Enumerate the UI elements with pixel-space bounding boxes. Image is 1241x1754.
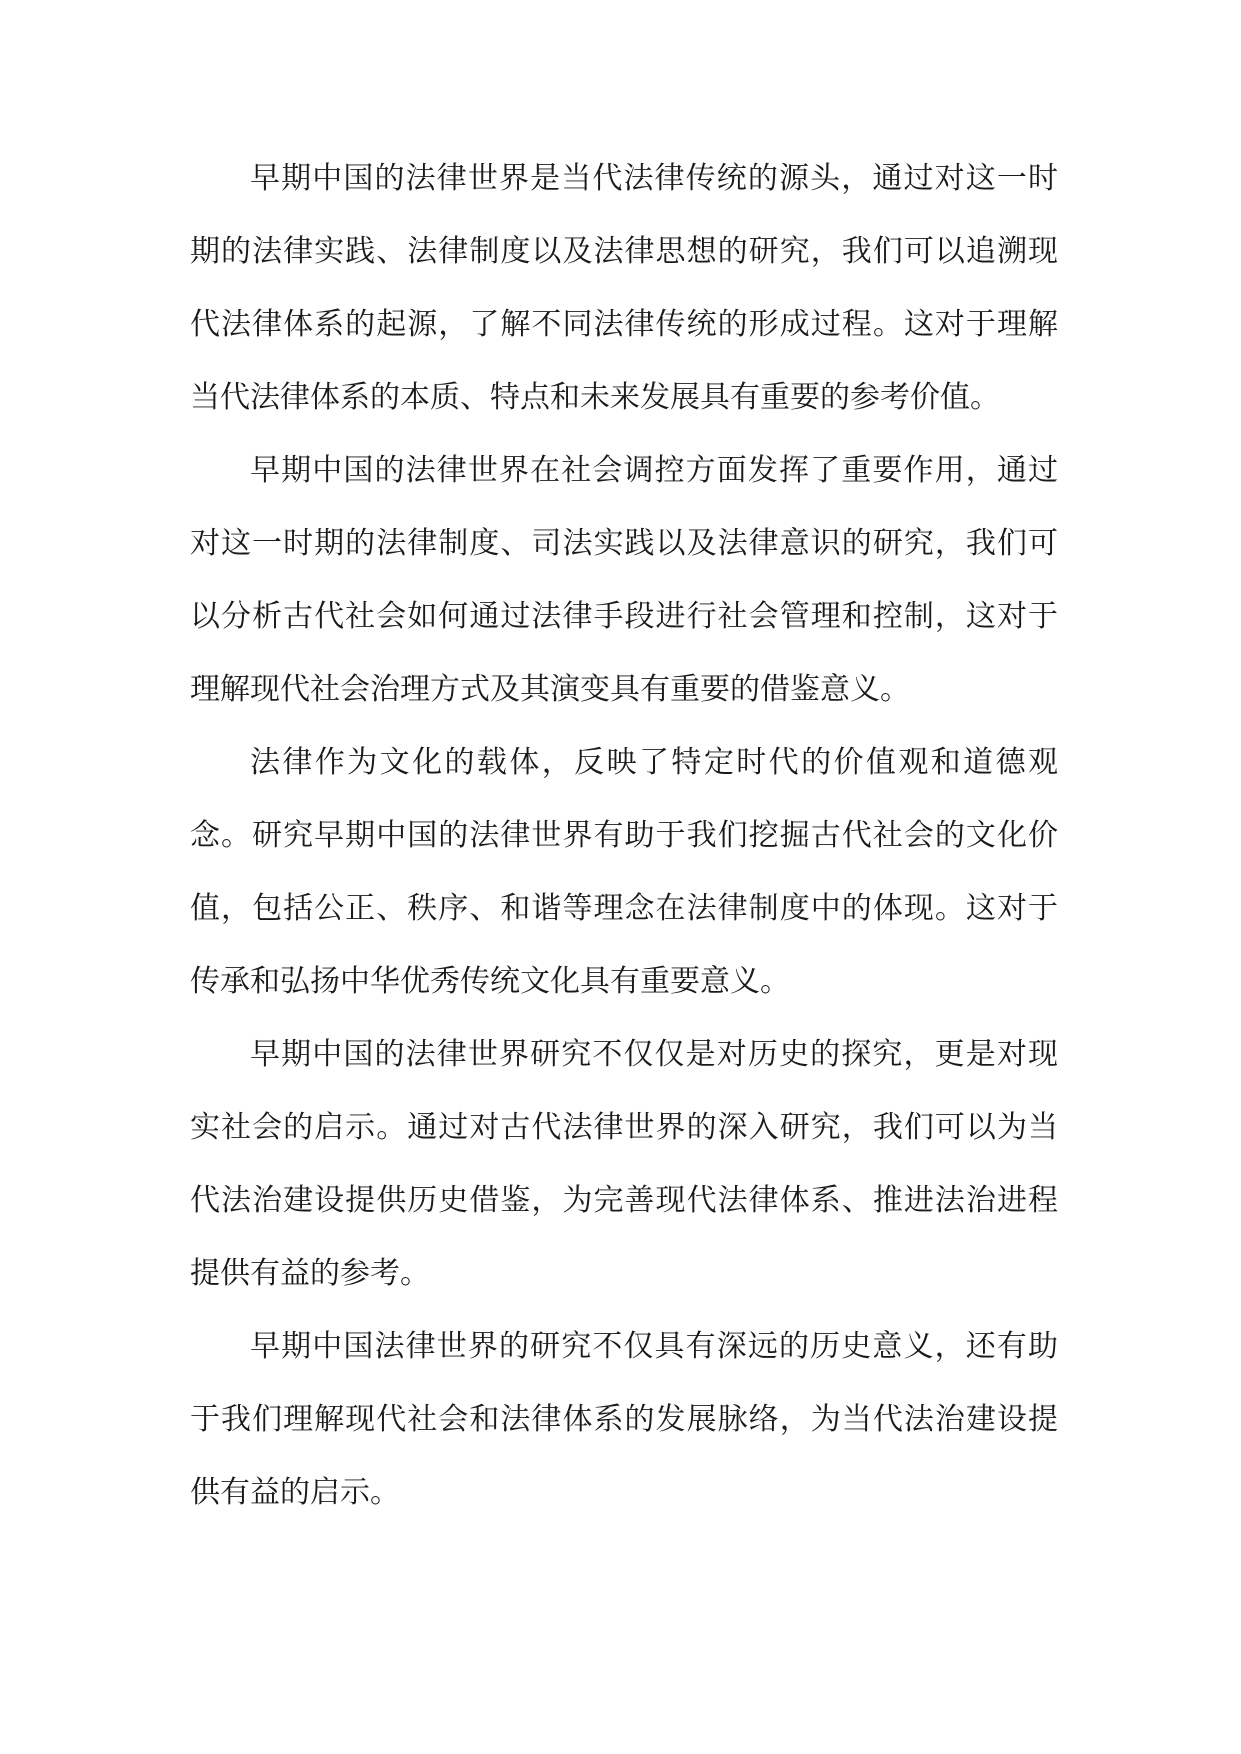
paragraph-1: 早期中国的法律世界是当代法律传统的源头，通过对这一时期的法律实践、法律制度以及法律思想的研究，我们可以追溯现代法律体系的起源，了解不同法律传统的形成过程。这对于理解当代法律体系的本质、特点和未来发展具有重要的参考价值。 xyxy=(190,161,1058,415)
paragraph-2: 早期中国的法律世界在社会调控方面发挥了重要作用，通过对这一时期的法律制度、司法实践以及法律意识的研究，我们可以分析古代社会如何通过法律手段进行社会管理和控制，这对于理解现代社会治理方式及其演变具有重要的借鉴意义。 xyxy=(190,453,1058,707)
paragraph-3: 法律作为文化的载体，反映了特定时代的价值观和道德观念。研究早期中国的法律世界有助于我们挖掘古代社会的文化价值，包括公正、秩序、和谐等理念在法律制度中的体现。这对于传承和弘扬中华优秀传统文化具有重要意义。 xyxy=(190,745,1058,999)
document-body xyxy=(190,142,1058,1529)
paragraph-4: 早期中国的法律世界研究不仅仅是对历史的探究，更是对现实社会的启示。通过对古代法律世界的深入研究，我们可以为当代法治建设提供历史借鉴，为完善现代法律体系、推进法治进程提供有益的参考。 xyxy=(190,1037,1058,1291)
paragraph-5: 早期中国法律世界的研究不仅具有深远的历史意义，还有助于我们理解现代社会和法律体系的发展脉络，为当代法治建设提供有益的启示。 xyxy=(190,1329,1058,1510)
